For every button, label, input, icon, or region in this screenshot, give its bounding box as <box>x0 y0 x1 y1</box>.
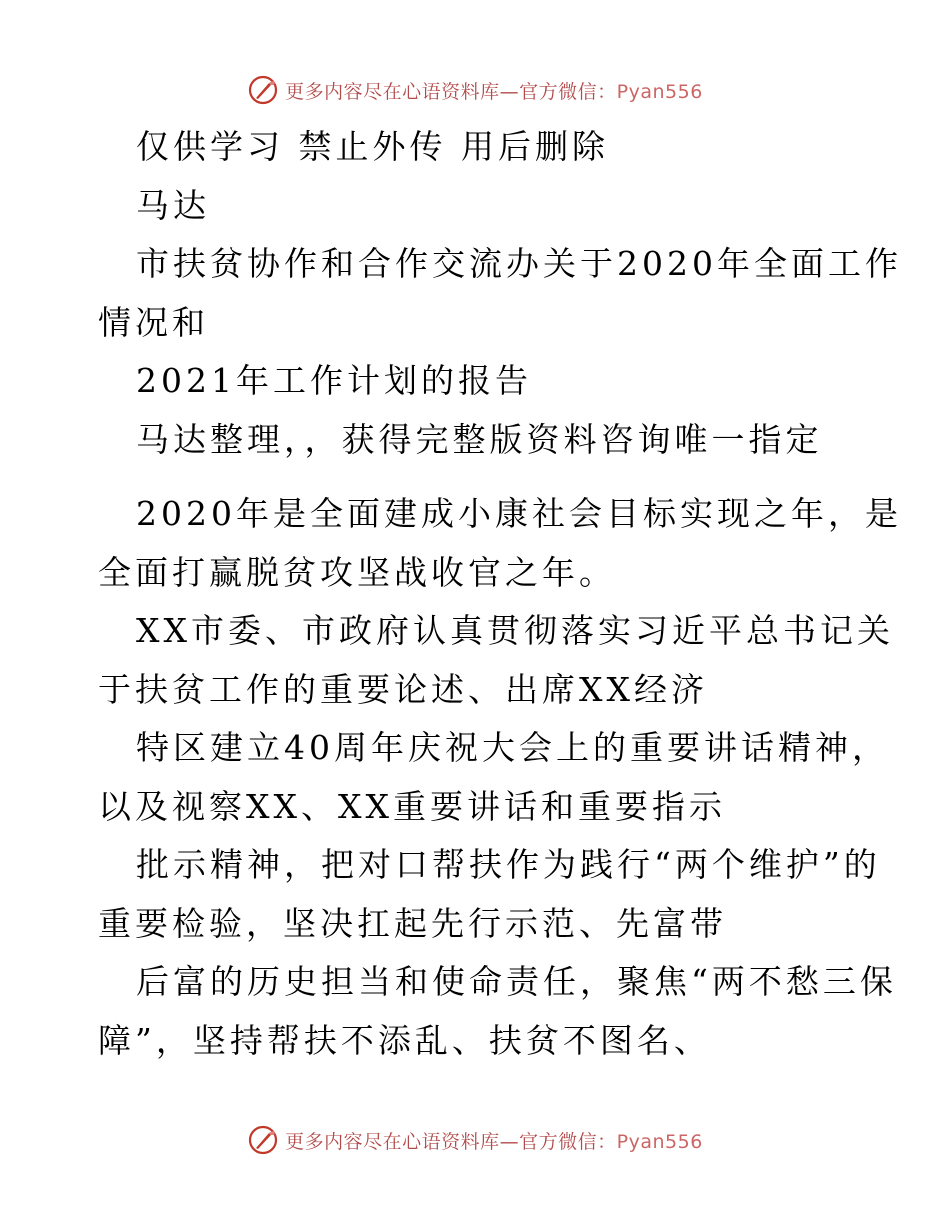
title-line-1: 市扶贫协作和合作交流办关于2020年全面工作 <box>136 244 902 283</box>
paragraph-line: 全面打赢脱贫攻坚战收官之年。 <box>98 552 616 592</box>
paragraph-line: 障”，坚持帮扶不添乱、扶贫不图名、 <box>98 1020 711 1060</box>
watermark-header <box>0 70 950 110</box>
title-line-3: 2021年工作计划的报告 <box>136 361 532 400</box>
paragraph-line: 以及视察XX、XX重要讲话和重要指示 <box>98 786 726 826</box>
paragraph-line: 后富的历史担当和使命责任，聚焦“两不愁三保 <box>136 962 897 1001</box>
paragraph-gap <box>98 469 858 485</box>
compiler-line: 马达整理，，获得完整版资料咨询唯一指定 <box>136 419 823 459</box>
feather-pen-logo-icon <box>247 74 279 106</box>
feather-pen-logo-icon <box>247 1124 279 1156</box>
title-line-2: 情况和 <box>98 302 209 342</box>
paragraph-line: 特区建立40周年庆祝大会上的重要讲话精神， <box>136 728 889 767</box>
watermark-text: 更多内容尽在心语资料库—官方微信： <box>285 1130 617 1153</box>
watermark-text: 更多内容尽在心语资料库—官方微信： <box>285 80 617 103</box>
document-body <box>98 118 902 1070</box>
watermark-id: Pyan556 <box>616 80 703 103</box>
paragraph-line: 批示精神，把对口帮扶作为践行“两个维护”的 <box>136 845 881 884</box>
paragraph-line: 于扶贫工作的重要论述、出席XX经济 <box>98 669 708 709</box>
paragraph-line: 重要检验，坚决扛起先行示范、先富带 <box>98 903 727 943</box>
paragraph-line: 2020年是全面建成小康社会目标实现之年，是 <box>136 494 902 533</box>
watermark-id: Pyan556 <box>616 1130 703 1153</box>
watermark-footer <box>0 1120 950 1160</box>
author-line: 马达 <box>136 185 210 225</box>
notice-line: 仅供学习 禁止外传 用后删除 <box>136 127 609 166</box>
paragraph-line: XX市委、市政府认真贯彻落实习近平总书记关 <box>136 611 894 650</box>
